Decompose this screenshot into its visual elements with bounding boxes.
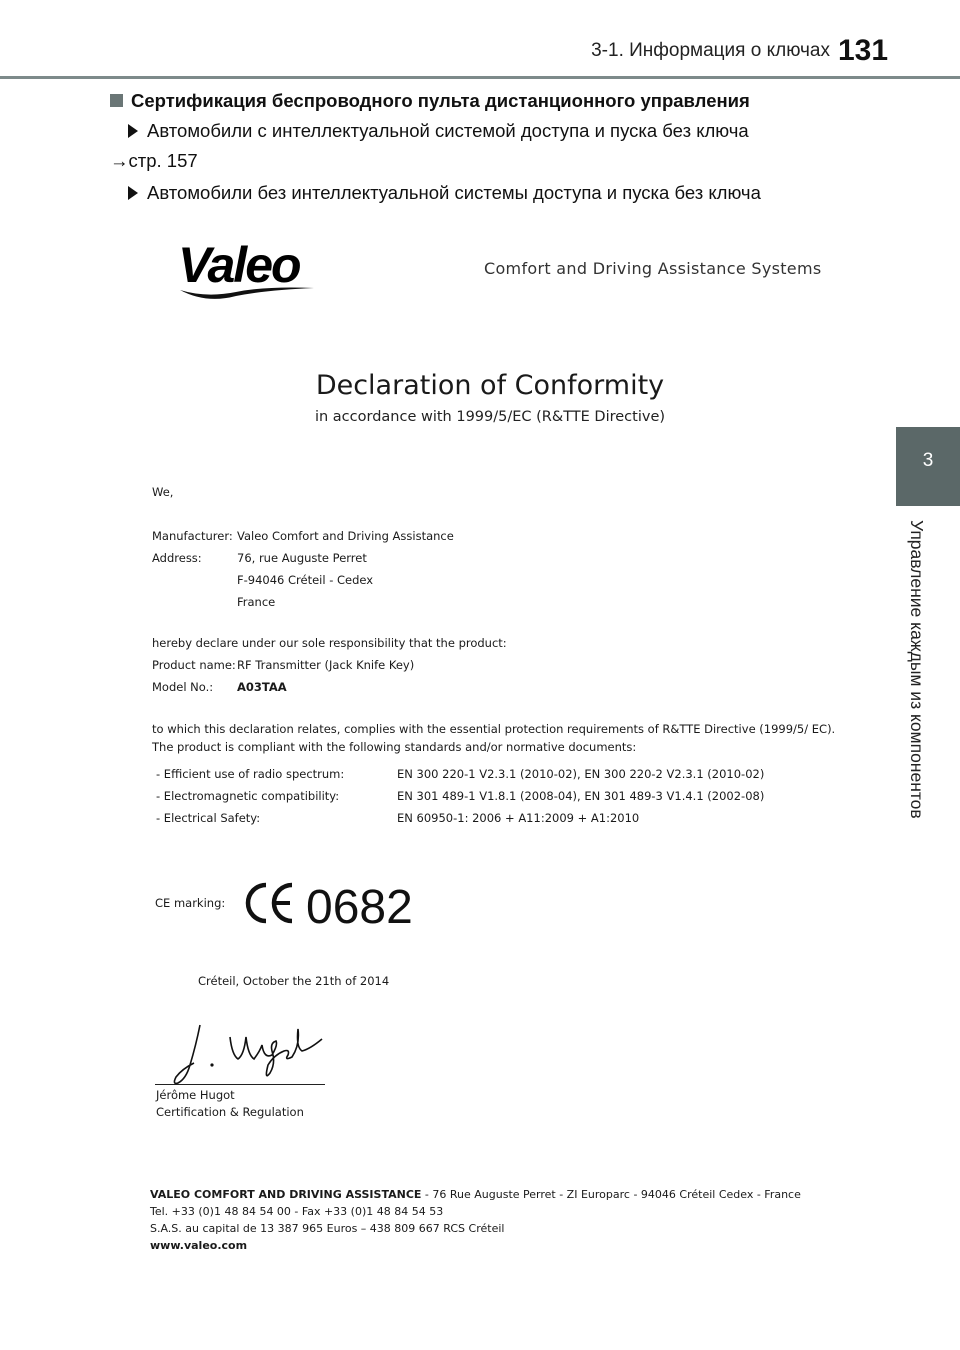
bullet-text: Автомобили без интеллектуальной системы доступа и пуска без ключа (147, 182, 761, 203)
triangle-bullet-icon (128, 186, 138, 200)
standard-label: - Efficient use of radio spectrum: (156, 767, 345, 781)
product-label: Product name: (152, 658, 236, 672)
valeo-logo (176, 240, 318, 306)
we-text: We, (152, 485, 174, 499)
footer-address-line (150, 1186, 801, 1203)
company-tagline: Comfort and Driving Assistance Systems (484, 259, 822, 278)
footer-capital: S.A.S. au capital de 13 387 965 Euros – 438 809 667 RCS Créteil (150, 1222, 505, 1235)
triangle-bullet-icon (128, 124, 138, 138)
section-title (110, 90, 750, 112)
footer-phone: Tel. +33 (0)1 48 84 54 00 - Fax +33 (0)1 48 84 54 53 (150, 1205, 444, 1218)
ce-mark (240, 877, 440, 929)
standard-value: EN 300 220-1 V2.3.1 (2010-02), EN 300 220-2 V2.3.1 (2010-02) (397, 767, 765, 781)
bullet-item-no-smart-key (128, 182, 761, 204)
signer-name: Jérôme Hugot (156, 1088, 235, 1102)
square-bullet-icon (110, 94, 123, 107)
header-divider (0, 76, 960, 79)
relates-text: to which this declaration relates, complies with the essential protection requirements of R&TTE Directive (1999/5/ EC). (152, 722, 836, 736)
manufacturer-label: Manufacturer: (152, 529, 233, 543)
signer-title: Certification & Regulation (156, 1105, 304, 1119)
chapter-number: 3 (922, 450, 934, 471)
valeo-logo-graphic (176, 240, 318, 306)
address-label: Address: (152, 551, 202, 565)
standard-value: EN 60950-1: 2006 + A11:2009 + A1:2010 (397, 811, 640, 825)
declare-text: hereby declare under our sole responsibility that the product: (152, 636, 507, 650)
bullet-text: Автомобили с интеллектуальной системой доступа и пуска без ключа (147, 120, 749, 141)
bullet-item-smart-key (128, 120, 749, 142)
footer-website-link[interactable]: www.valeo.com (150, 1239, 248, 1252)
declaration-title: Declaration of Conformity (315, 370, 665, 401)
footer-address: - 76 Rue Auguste Perret - ZI Europarc - 94046 Créteil Cedex - France (421, 1188, 801, 1201)
address-line: France (237, 595, 276, 609)
section-title-text: Сертификация беспроводного пульта дистанционного управления (131, 90, 750, 111)
ce-marking-label: CE marking: (155, 896, 226, 910)
model-value: A03TAA (237, 680, 287, 694)
model-label: Model No.: (152, 680, 214, 694)
section-header: 3-1. Информация о ключах (591, 40, 830, 61)
manufacturer-value: Valeo Comfort and Driving Assistance (237, 529, 454, 543)
compliant-text: The product is compliant with the following standards and/or normative documents: (152, 740, 637, 754)
company-footer (150, 1186, 801, 1254)
ce-mark-graphic (240, 877, 440, 929)
address-line: 76, rue Auguste Perret (237, 551, 367, 565)
standard-label: - Electromagnetic compatibility: (156, 789, 340, 803)
standard-value: EN 301 489-1 V1.8.1 (2008-04), EN 301 489-3 V1.4.1 (2002-08) (397, 789, 765, 803)
declaration-subtitle: in accordance with 1999/5/EC (R&TTE Directive) (314, 409, 666, 425)
ce-number: 0682 (306, 881, 413, 929)
page-reference-link[interactable]: →стр. 157 (110, 150, 198, 171)
standard-label: - Electrical Safety: (156, 811, 261, 825)
product-value: RF Transmitter (Jack Knife Key) (237, 658, 415, 672)
chapter-tab[interactable] (896, 427, 960, 506)
page-number: 131 (838, 34, 889, 67)
place-date: Créteil, October the 21th of 2014 (198, 974, 390, 988)
footer-company: VALEO COMFORT AND DRIVING ASSISTANCE (150, 1188, 422, 1201)
signature-line (155, 1084, 325, 1085)
valeo-logo-text: Valeo (178, 240, 300, 293)
chapter-title: Управление каждым из компонентов (907, 520, 927, 819)
signature-graphic (160, 1015, 330, 1090)
address-line: F-94046 Créteil - Cedex (237, 573, 374, 587)
